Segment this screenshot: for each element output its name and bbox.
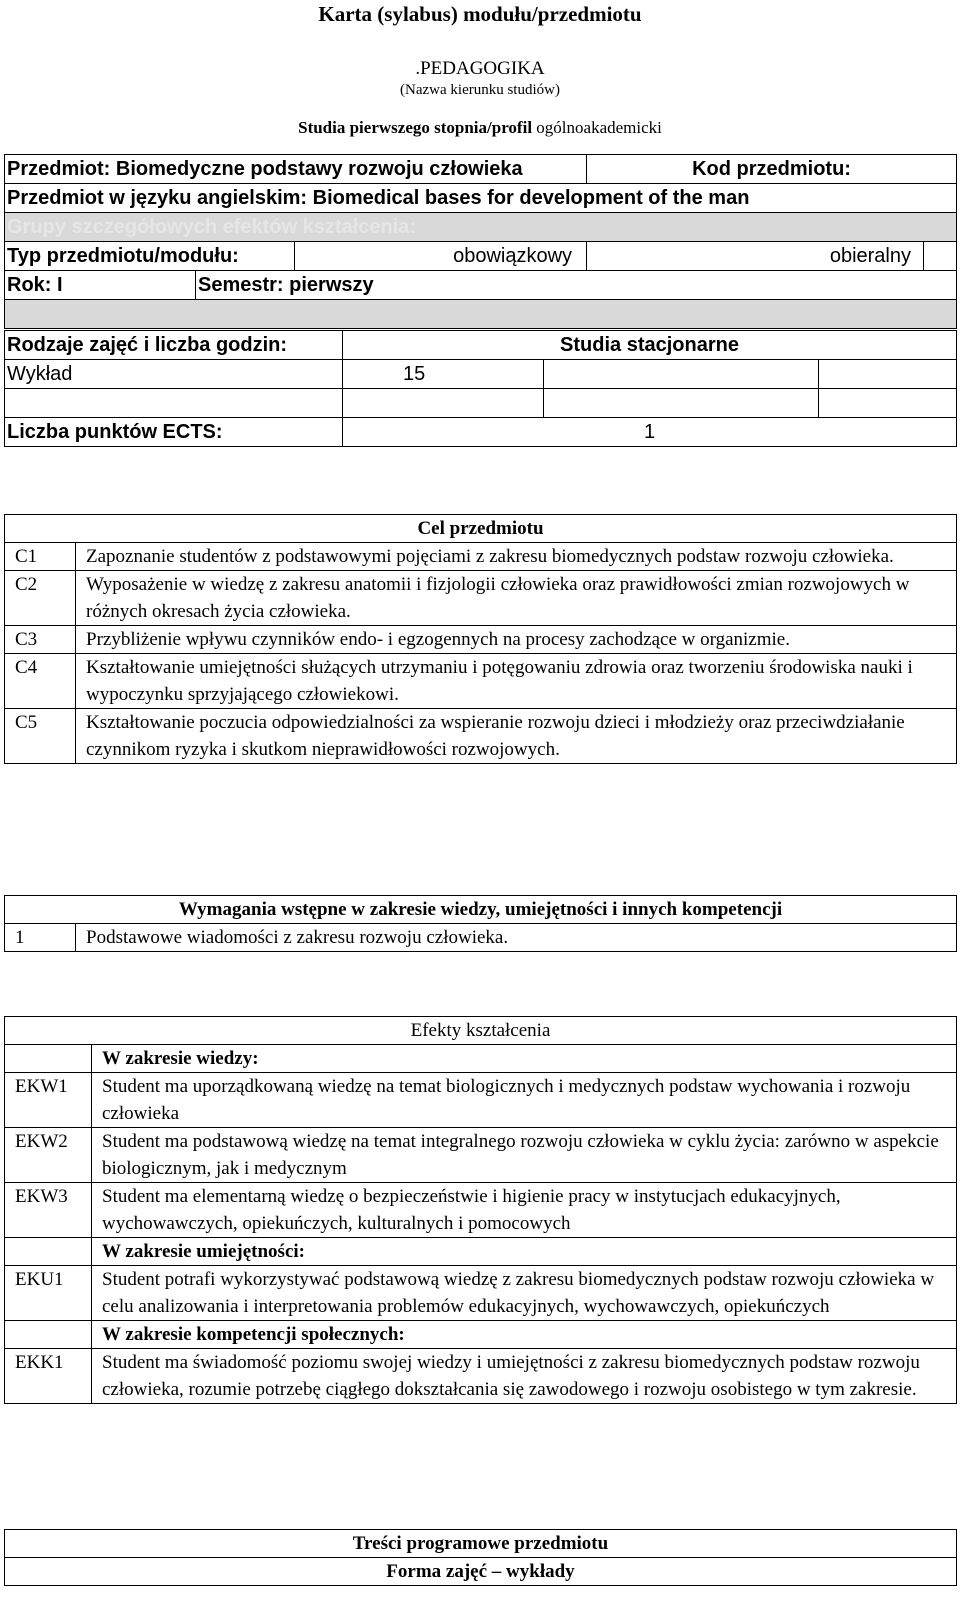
content-title: Treści programowe przedmiotu bbox=[5, 1530, 957, 1558]
class-hours bbox=[343, 389, 544, 418]
outcome-text: Student potrafi wykorzystywać podstawową wiedzę z zakresu biomedycznych podstaw rozwoju człowieka w celu analizowania i interpretowania problemów edukacyjnych, wychowawczych, opiekuńczych bbox=[92, 1266, 957, 1321]
field-note: (Nazwa kierunku studiów) bbox=[400, 82, 560, 98]
outcome-row bbox=[5, 1349, 957, 1404]
goals-table bbox=[4, 514, 957, 764]
requirements-table bbox=[4, 895, 957, 952]
goal-row bbox=[5, 626, 957, 654]
study-level-profile: ogólnoakademicki bbox=[532, 118, 662, 137]
goal-code: C2 bbox=[5, 571, 76, 626]
groups-label: Grupy szczegółowych efektów kształcenia: bbox=[5, 213, 957, 242]
outcome-code: EKK1 bbox=[5, 1349, 92, 1404]
outcome-code: EKW3 bbox=[5, 1183, 92, 1238]
goal-code: C3 bbox=[5, 626, 76, 654]
goal-code: C4 bbox=[5, 654, 76, 709]
goal-text: Wyposażenie w wiedzę z zakresu anatomii i fizjologii człowieka oraz prawidłowości zmian rozwojowych w różnych okresach życia człowieka. bbox=[76, 571, 957, 626]
classes-header-label: Rodzaje zajęć i liczba godzin: bbox=[5, 331, 343, 360]
outcome-text: Student ma uporządkowaną wiedzę na temat biologicznych i medycznych podstaw wychowania i rozwoju człowieka bbox=[92, 1073, 957, 1128]
classes-table bbox=[4, 330, 957, 447]
goal-row bbox=[5, 654, 957, 709]
outcome-row bbox=[5, 1073, 957, 1128]
study-mode-label: Studia stacjonarne bbox=[343, 331, 957, 360]
goal-text: Kształtowanie poczucia odpowiedzialności za wspieranie rozwoju dzieci i młodzieży oraz przeciwdziałanie czynnikom ryzyka i skutkom nieprawidłowości rozwojowych. bbox=[76, 709, 957, 764]
outcome-code-empty bbox=[5, 1238, 92, 1266]
class-empty-cell bbox=[819, 389, 957, 418]
goal-row bbox=[5, 571, 957, 626]
subject-name: Przedmiot: Biomedyczne podstawy rozwoju człowieka bbox=[5, 155, 587, 184]
goals-title: Cel przedmiotu bbox=[5, 515, 957, 543]
subject-table bbox=[4, 154, 957, 329]
goal-text: Przybliżenie wpływu czynników endo- i egzogennych na procesy zachodzące w organizmie. bbox=[76, 626, 957, 654]
ects-label: Liczba punktów ECTS: bbox=[5, 418, 343, 447]
content-table bbox=[4, 1529, 957, 1586]
outcome-row bbox=[5, 1266, 957, 1321]
study-level bbox=[0, 118, 960, 138]
outcome-row bbox=[5, 1183, 957, 1238]
content-form: Forma zajęć – wykłady bbox=[5, 1558, 957, 1586]
outcome-text: Student ma podstawową wiedzę na temat integralnego rozwoju człowieka w cyklu życia: zarówno w aspekcie biologicznym, jak i medycznym bbox=[92, 1128, 957, 1183]
type-elective: obieralny bbox=[587, 242, 924, 271]
knowledge-label: W zakresie wiedzy: bbox=[92, 1045, 957, 1073]
skills-label: W zakresie umiejętności: bbox=[92, 1238, 957, 1266]
outcome-code: EKW2 bbox=[5, 1128, 92, 1183]
social-label: W zakresie kompetencji społecznych: bbox=[92, 1321, 957, 1349]
requirement-text: Podstawowe wiadomości z zakresu rozwoju człowieka. bbox=[76, 924, 957, 952]
outcome-text: Student ma świadomość poziomu swojej wiedzy i umiejętności z zakresu biomedycznych podstaw rozwoju człowieka, rozumie potrzebę ciągłego dokształcania się zawodowego i rozwoju osobistego w tym zakresie. bbox=[92, 1349, 957, 1404]
ects-value: 1 bbox=[343, 418, 957, 447]
outcomes-title: Efekty kształcenia bbox=[5, 1017, 957, 1045]
goal-row bbox=[5, 709, 957, 764]
requirement-code: 1 bbox=[5, 924, 76, 952]
type-elective-box bbox=[924, 242, 957, 271]
class-hours: 15 bbox=[343, 360, 544, 389]
type-mandatory: obowiązkowy bbox=[294, 242, 587, 271]
spacer-row bbox=[5, 300, 957, 329]
outcome-code: EKW1 bbox=[5, 1073, 92, 1128]
outcome-code-empty bbox=[5, 1045, 92, 1073]
class-type bbox=[5, 389, 343, 418]
type-label: Typ przedmiotu/modułu: bbox=[5, 242, 295, 271]
outcomes-table bbox=[4, 1016, 957, 1404]
goal-text: Zapoznanie studentów z podstawowymi pojęciami z zakresu biomedycznych podstaw rozwoju człowieka. bbox=[76, 543, 957, 571]
goal-code: C1 bbox=[5, 543, 76, 571]
subject-code-label: Kod przedmiotu: bbox=[587, 155, 957, 184]
requirement-row bbox=[5, 924, 957, 952]
year-label: Rok: I bbox=[5, 271, 196, 300]
class-empty-cell bbox=[544, 360, 819, 389]
goal-text: Kształtowanie umiejętności służących utrzymaniu i potęgowaniu zdrowia oraz tworzeniu środowiska nauki i wypoczynku sprzyjającego człowiekowi. bbox=[76, 654, 957, 709]
outcome-code-empty bbox=[5, 1321, 92, 1349]
goal-code: C5 bbox=[5, 709, 76, 764]
class-empty-cell bbox=[819, 360, 957, 389]
outcome-text: Student ma elementarną wiedzę o bezpieczeństwie i higienie pracy w instytucjach edukacyjnych, wychowawczych, opiekuńczych, kulturalnych i pomocowych bbox=[92, 1183, 957, 1238]
outcome-row bbox=[5, 1128, 957, 1183]
page-title: Karta (sylabus) modułu/przedmiotu bbox=[318, 2, 642, 26]
class-type: Wykład bbox=[5, 360, 343, 389]
field-name: .PEDAGOGIKA bbox=[415, 58, 545, 79]
requirements-title: Wymagania wstępne w zakresie wiedzy, umiejętności i innych kompetencji bbox=[5, 896, 957, 924]
subject-english-name: Przedmiot w języku angielskim: Biomedical bases for development of the man bbox=[5, 184, 957, 213]
goal-row bbox=[5, 543, 957, 571]
class-empty-cell bbox=[544, 389, 819, 418]
outcome-code: EKU1 bbox=[5, 1266, 92, 1321]
semester-label: Semestr: pierwszy bbox=[196, 271, 957, 300]
study-level-bold: Studia pierwszego stopnia/profil bbox=[298, 118, 533, 137]
